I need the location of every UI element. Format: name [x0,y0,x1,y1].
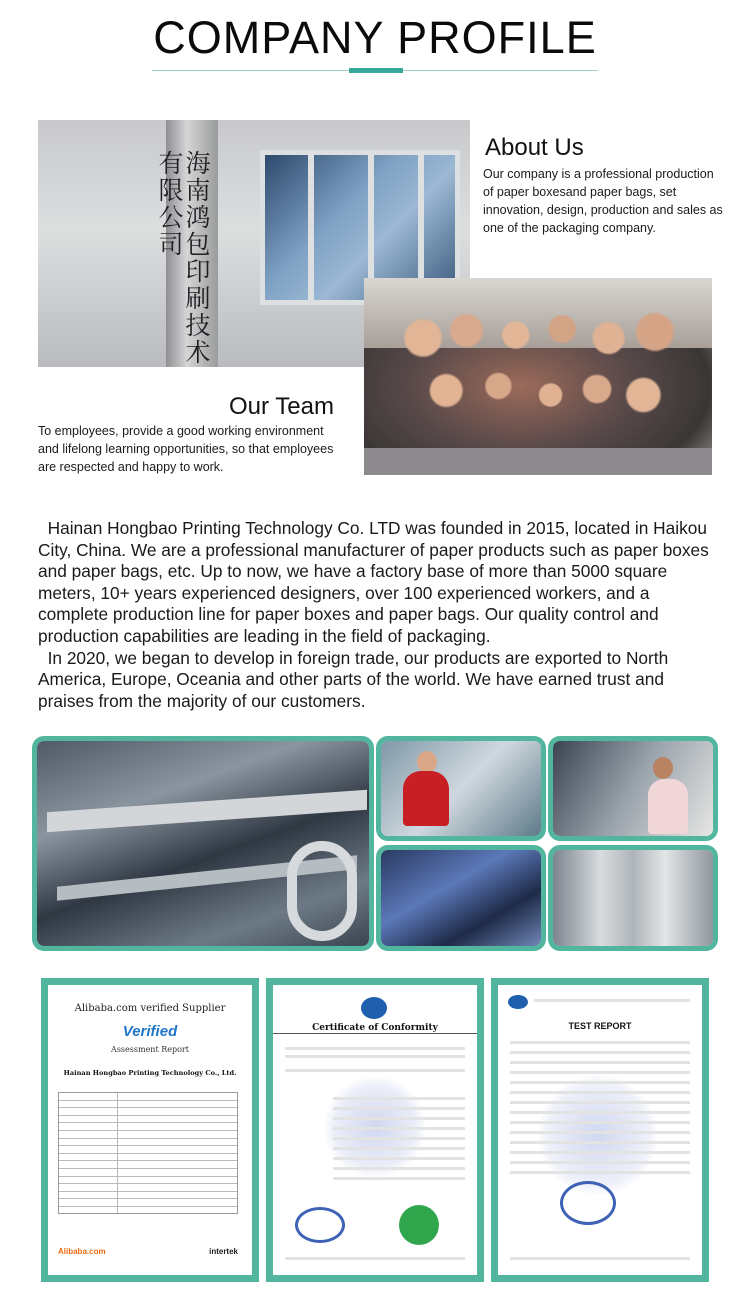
about-title: About Us [485,134,584,161]
alibaba-cert-title: Alibaba.com verified Supplier [74,1003,226,1014]
cert-text-line [285,1055,465,1058]
cert-text-line [285,1069,465,1072]
verified-badge: Verified [122,1023,178,1040]
cert-text-line [285,1047,465,1050]
window-frame [308,150,314,305]
worker-image [553,741,713,836]
table-row [59,1093,237,1101]
description-paragraph-2: In 2020, we began to develop in foreign trade, our products are exported to North America, Europe, Oceania and other parts of the world. We have earned trust and praises from the majority of our customers. [38,647,673,711]
machine-tube [287,841,357,941]
cert-text-line [510,1121,690,1124]
certificate-paper [48,985,252,1275]
factory-photo-press [548,845,718,951]
test-lab-logo-icon [508,995,528,1009]
company-sign-text: 海南鸿包印刷技术有限公司 [155,150,211,366]
press-image [553,850,713,946]
cert-text-line [333,1147,465,1150]
factory-photo-worker-1 [376,736,546,841]
cert-text-line [333,1097,465,1100]
assessment-report-label: Assessment Report [111,1045,189,1054]
alibaba-cert-company: Hainan Hongbao Printing Technology Co., Ltd. [63,1069,237,1077]
cert-text-line [333,1157,465,1160]
table-row [59,1169,237,1177]
cert-text-line [510,1257,690,1260]
signature-seal-icon [295,1207,345,1243]
team-photo-floor [364,448,712,475]
table-row [59,1154,237,1162]
team-text: To employees, provide a good working environment and lifelong learning opportunities, so that employees are respected and happy to work. [38,424,334,474]
description-paragraph-1: Hainan Hongbao Printing Technology Co. LTD was founded in 2015, located in Haikou City, China. We are a professional manufacturer of paper products such as paper boxes and paper bags, etc. Up to now, we have a factory base of more than 5000 square meters, 10+ years experienced designers, over 100 experienced workers, and a complete production line for paper boxes and paper bags. Our quality control and production capabilities are leading in the field of packaging. [38,518,714,646]
company-description [38,518,718,712]
factory-photo-worker-2 [548,736,718,841]
cert-text-line [510,1151,690,1154]
cert-text-line [510,1061,690,1064]
worker-head [653,757,673,779]
worker-image [381,741,541,836]
cert-text-line [285,1257,465,1260]
title-accent-bar [349,68,403,73]
about-text: Our company is a professional production of paper boxesand paper bags, set innovation, design, production and sales as one of the packaging company. [483,167,723,235]
conformity-cert-title: Certificate of Conformity [273,1023,477,1034]
assessment-table [58,1092,238,1214]
table-row [59,1108,237,1116]
team-photo [364,278,712,475]
factory-photo-main [32,736,374,951]
cert-text-line [510,1071,690,1074]
cert-text-line [510,1051,690,1054]
cert-text-line [510,1111,690,1114]
cert-text-line [333,1127,465,1130]
test-report-title: TEST REPORT [568,1021,632,1031]
page-title: COMPANY PROFILE [153,12,597,63]
machine-rail [47,790,367,832]
test-report-certificate [491,978,709,1282]
table-row [59,1131,237,1139]
table-row [59,1116,237,1124]
worker-body [648,779,688,834]
utt-logo-icon [361,997,387,1019]
table-row [59,1192,237,1200]
printer-image [381,850,541,946]
cert-text-line [510,1171,690,1174]
cert-text-line [333,1177,465,1180]
worker-body [403,771,449,826]
cert-text-line [534,999,690,1002]
cert-text-line [333,1117,465,1120]
table-row [59,1161,237,1169]
cert-text-line [510,1081,690,1084]
table-row [59,1177,237,1185]
worker-head [417,751,437,773]
cert-text-line [510,1041,690,1044]
cert-text-line [333,1107,465,1110]
certificate-paper [498,985,702,1275]
table-row [59,1123,237,1131]
rohs-ce-badge-icon [399,1205,439,1245]
team-title: Our Team [229,393,334,420]
conformity-certificate [266,978,484,1282]
factory-machine-image [37,741,369,946]
cert-text-line [510,1091,690,1094]
table-row [59,1184,237,1192]
cert-text-line [333,1167,465,1170]
alibaba-certificate [41,978,259,1282]
company-sign-plaque [155,120,218,367]
table-row [59,1139,237,1147]
certificate-paper [273,985,477,1275]
cert-text-line [510,1131,690,1134]
intertek-logo: intertek [209,1247,238,1256]
cert-text-line [510,1161,690,1164]
table-row [59,1101,237,1109]
cert-text-line [333,1137,465,1140]
table-row [59,1146,237,1154]
cert-text-line [510,1141,690,1144]
approval-seal-icon [560,1181,616,1225]
factory-photo-printer [376,845,546,951]
table-column-divider [117,1093,118,1213]
cert-text-line [510,1101,690,1104]
table-row [59,1199,237,1207]
team-photo-people [394,308,684,458]
alibaba-logo: Alibaba.com [58,1247,106,1256]
